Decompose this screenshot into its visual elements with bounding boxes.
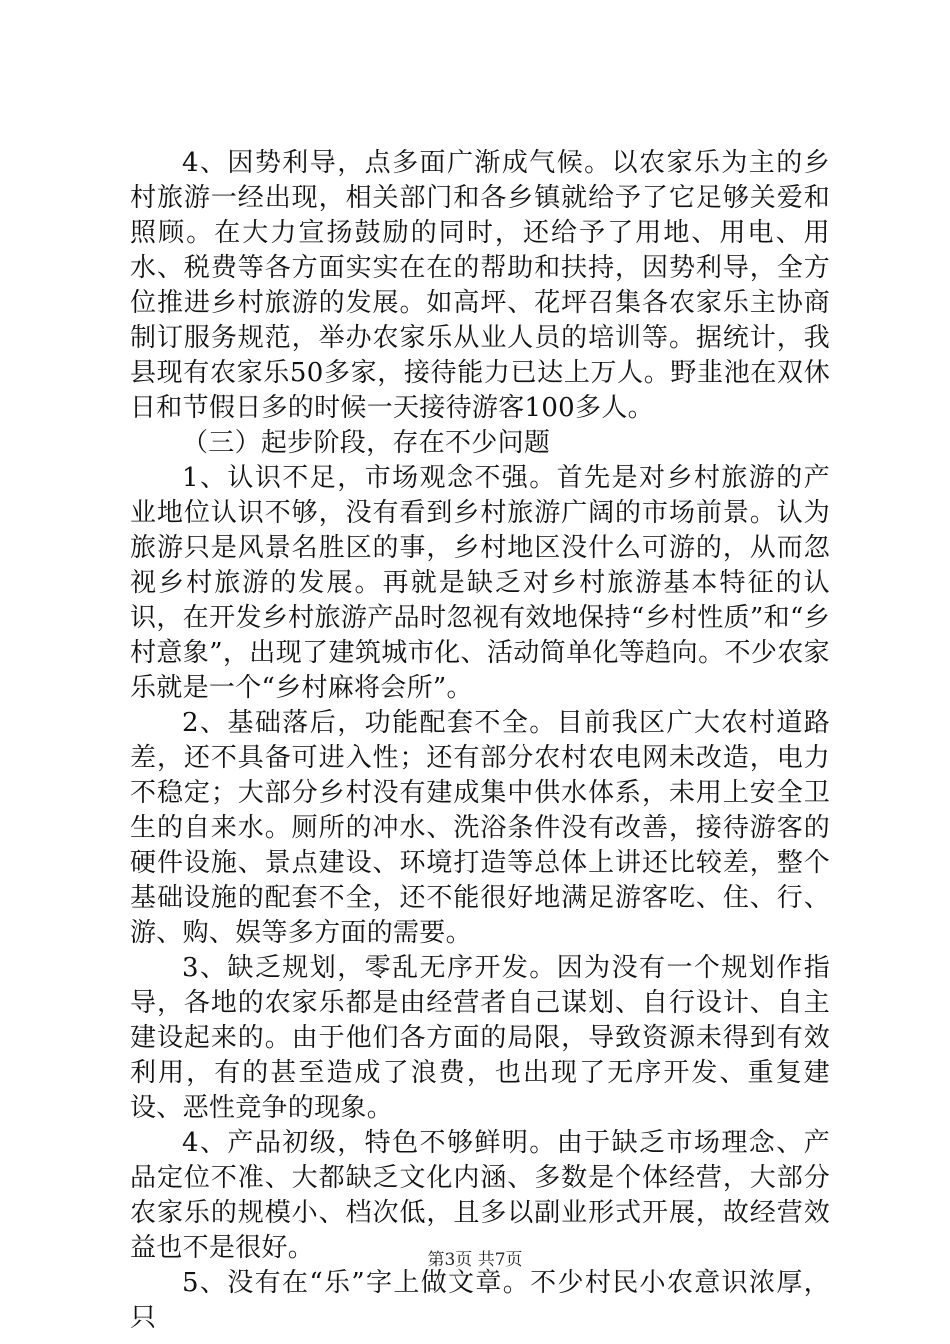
paragraph-tourism-development: 4、因势利导，点多面广渐成气候。以农家乐为主的乡村旅游一经出现，相关部门和各乡镇就给予了它足够关爱和照顾。在大力宣扬鼓励的同时，还给予了用地、用电、用水、税费等各方面实实在在的帮助和扶持，因势利导，全方位推进乡村旅游的发展。如高坪、花坪召集各农家乐主协商制订服务规范，举办农家乐从业人员的培训等。据统计，我县现有农家乐50多家，接待能力已达上万人。野韭池在双休日和节假日多的时候一天接待游客100多人。 xyxy=(130,148,830,423)
page-number: 第3页 共7页 xyxy=(427,1250,523,1270)
paragraph-le-character: 5、没有在“乐”字上做文章。不少村民小农意识浓厚，只 xyxy=(130,1268,830,1333)
body-text xyxy=(130,146,830,1336)
paragraph-lack-of-planning: 3、缺乏规划，零乱无序开发。因为没有一个规划作指导，各地的农家乐都是由经营者自己谋划、自行设计、自主建设起来的。由于他们各方面的局限，导致资源未得到有效利用，有的甚至造成了浪费，也出现了无序开发、重复建设、恶性竞争的现象。 xyxy=(130,953,830,1123)
paragraph-weak-infrastructure: 2、基础落后，功能配套不全。目前我区广大农村道路差，还不具备可进入性；还有部分农村农电网未改造，电力不稳定；大部分乡村没有建成集中供水体系，未用上安全卫生的自来水。厕所的冲水、洗浴条件没有改善，接待游客的硬件设施、景点建设、环境打造等总体上讲还比较差，整个基础设施的配套不全，还不能很好地满足游客吃、住、行、游、购、娱等多方面的需要。 xyxy=(130,708,830,948)
paragraph-primary-products: 4、产品初级，特色不够鲜明。由于缺乏市场理念、产品定位不准、大都缺乏文化内涵、多数是个体经营，大部分农家乐的规模小、档次低，且多以副业形式开展，故经营效益也不是很好。 xyxy=(130,1128,830,1263)
section-heading-problems: （三）起步阶段，存在不少问题 xyxy=(182,428,551,458)
paragraph-insufficient-awareness: 1、认识不足，市场观念不强。首先是对乡村旅游的产业地位认识不够，没有看到乡村旅游广阔的市场前景。认为旅游只是风景名胜区的事，乡村地区没什么可游的，从而忽视乡村旅游的发展。再就是缺乏对乡村旅游基本特征的认识，在开发乡村旅游产品时忽视有效地保持“乡村性质”和“乡村意象”，出现了建筑城市化、活动简单化等趋向。不少农家乐就是一个“乡村麻将会所”。 xyxy=(130,463,830,703)
